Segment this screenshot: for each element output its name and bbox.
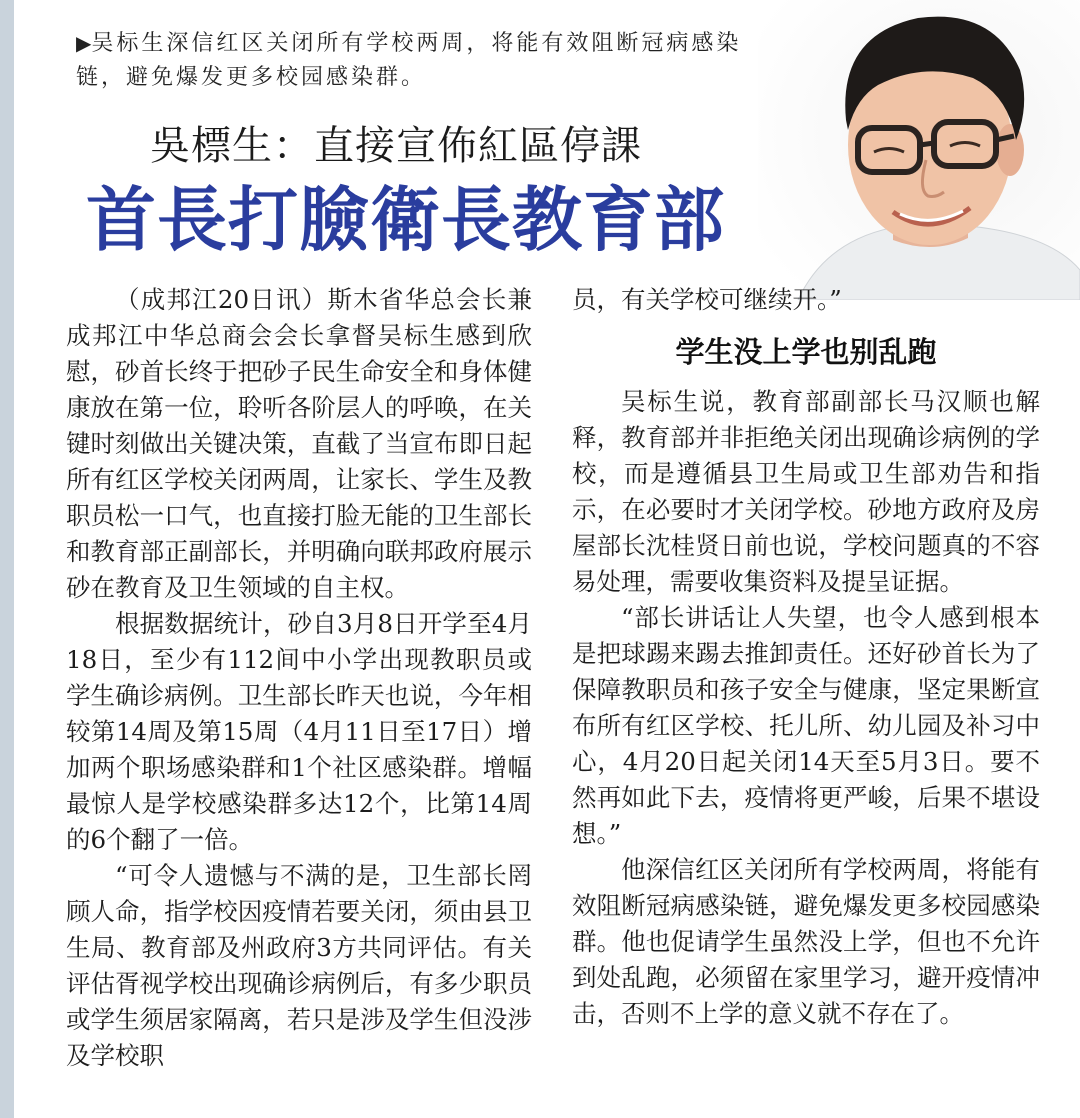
portrait-icon [758,0,1080,300]
headline-kicker: 吳標生：直接宣佈紅區停課 [150,123,642,169]
article-paragraph: 他深信红区关闭所有学校两周，将能有效阻断冠病感染链，避免爆发更多校园感染群。他也促请学生虽然没上学，但也不允许到处乱跑，必须留在家里学习，避开疫情冲击，否则不上学的意义就不存在了。 [572,855,1040,1028]
article-paragraph: “可令人遗憾与不满的是，卫生部长罔顾人命，指学校因疫情若要关闭，须由县卫生局、教育部及州政府3方共同评估。有关评估胥视学校出现确诊病例后，有多少职员或学生须居家隔离，若只是涉及学生但没涉及学校职 [66,861,532,1070]
caption-marker: ▶ [76,31,92,55]
article-column-right [572,282,1040,1032]
article-paragraph: “部长讲话让人失望，也令人感到根本是把球踢来踢去推卸责任。还好砂首长为了保障教职员和孩子安全与健康，坚定果断宣布所有红区学校、托儿所、幼儿园及补习中心，4月20日起关闭14天至5月3日。要不然再如此下去，疫情将更严峻，后果不堪设想。” [572,603,1040,848]
section-subheading: 学生没上学也别乱跑 [675,335,937,369]
headline-main: 首長打臉衛長教育部 [86,179,725,261]
article-paragraph: 根据数据统计，砂自3月8日开学至4月18日，至少有112间中小学出现教职员或学生确诊病例。卫生部长昨天也说，今年相较第14周及第15周（4月11日至17日）增加两个职场感染群和1个社区感染群。增幅最惊人是学校感染群多达12个，比第14周的6个翻了一倍。 [66,609,532,854]
article-paragraph: 吴标生说，教育部副部长马汉顺也解释，教育部并非拒绝关闭出现确诊病例的学校，而是遵循县卫生局或卫生部劝告和指示，在必要时才关闭学校。砂地方政府及房屋部长沈桂贤日前也说，学校问题真的不容易处理，需要收集资料及提呈证据。 [572,387,1040,596]
article-paragraph: （成邦江20日讯）斯木省华总会长兼成邦江中华总商会会长拿督吴标生感到欣慰，砂首长终于把砂子民生命安全和身体健康放在第一位，聆听各阶层人的呼唤，在关键时刻做出关键决策，直截了当宣布即日起所有红区学校关闭两周，让家长、学生及教职员松一口气，也直接打脸无能的卫生部长和教育部正副部长，并明确向联邦政府展示砂在教育及卫生领域的自主权。 [66,285,532,602]
photo-caption [76,26,776,95]
caption-text: 吴标生深信红区关闭所有学校两周，将能有效阻断冠病感染链，避免爆发更多校园感染群。 [76,31,742,90]
article-column-left [66,282,532,1074]
article-paragraph: 员，有关学校可继续开。” [572,285,842,314]
page-edge-strip [0,0,14,1118]
